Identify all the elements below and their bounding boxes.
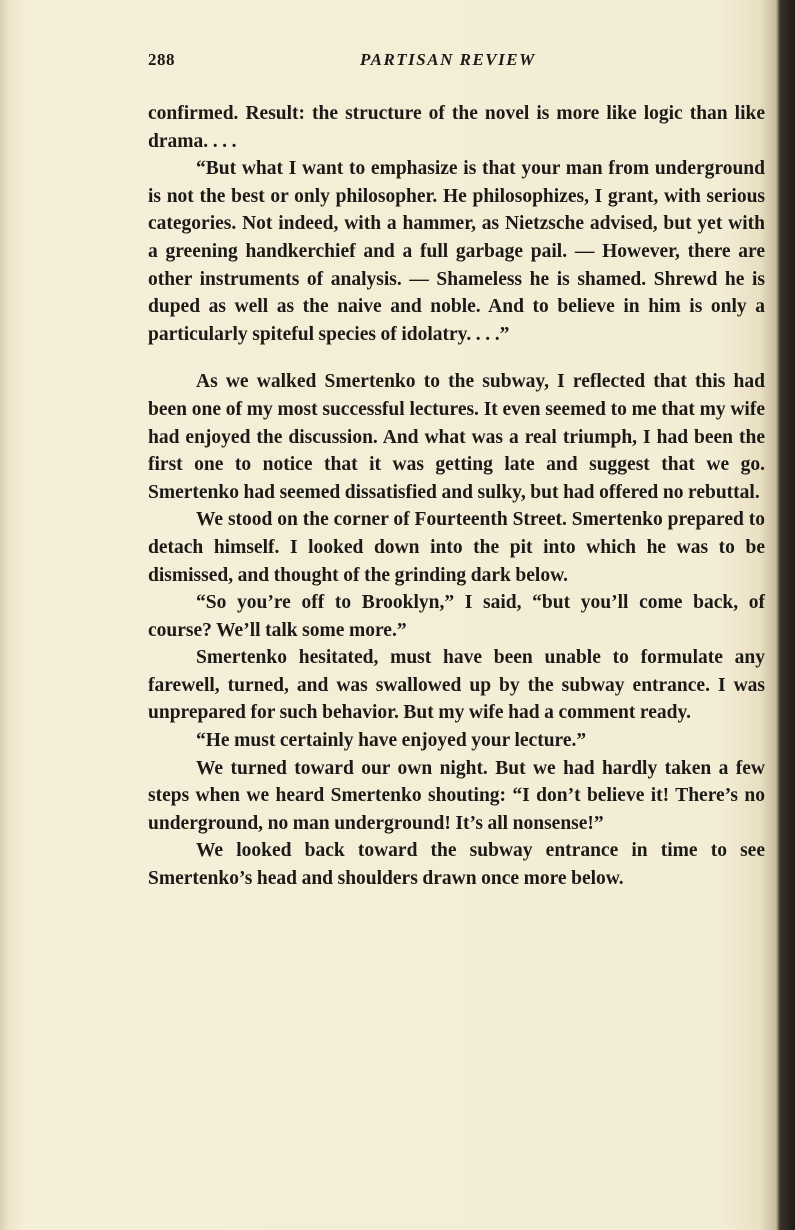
paragraph: confirmed. Result: the structure of the novel is more like logic than like drama. . . .: [148, 103, 765, 152]
paragraph: We turned toward our own night. But we had hardly taken a few steps when we heard Smertenko shouting: “I don’t believe it! There’s no underground, no man underground! It’s all nonsense!”: [148, 757, 765, 834]
paragraph: Smertenko hesitated, must have been unable to formulate any farewell, turned, and was swallowed up by the subway entrance. I was unprepared for such behavior. But my wife had a comment ready.: [148, 647, 765, 724]
body-text: [148, 100, 765, 893]
running-head: PARTISAN REVIEW: [360, 50, 536, 69]
page-header: [148, 50, 768, 78]
paragraph: We looked back toward the subway entrance in time to see Smertenko’s head and shoulders drawn once more below.: [148, 840, 765, 890]
page-number: 288: [148, 50, 175, 69]
paragraph: “But what I want to emphasize is that your man from underground is not the best or only philosopher. He philosophizes, I grant, with serious categories. Not indeed, with a hammer, as Nietzsche advised, but yet with a greening handkerchief and a full garbage pail. — However, there are other instruments of analysis. — Shameless he is shamed. Shrewd he is duped as well as the naive and noble. And to believe in him is only a particularly spiteful species of idolatry. . . .”: [148, 158, 765, 345]
paragraph: “So you’re off to Brooklyn,” I said, “but you’ll come back, of course? We’ll talk some more.”: [148, 592, 765, 641]
paragraph: “He must certainly have enjoyed your lecture.”: [196, 730, 587, 752]
paragraph: As we walked Smertenko to the subway, I reflected that this had been one of my most successful lectures. It even seemed to me that my wife had enjoyed the discussion. And what was a real triumph, I had been the first one to notice that it was getting late and suggest that we go. Smertenko had seemed dissatisfied and sulky, but had offered no rebuttal.: [148, 371, 765, 503]
paragraph: We stood on the corner of Fourteenth Street. Smertenko prepared to detach himself. I looked down into the pit into which he was to be dismissed, and thought of the grinding dark below.: [148, 509, 765, 586]
